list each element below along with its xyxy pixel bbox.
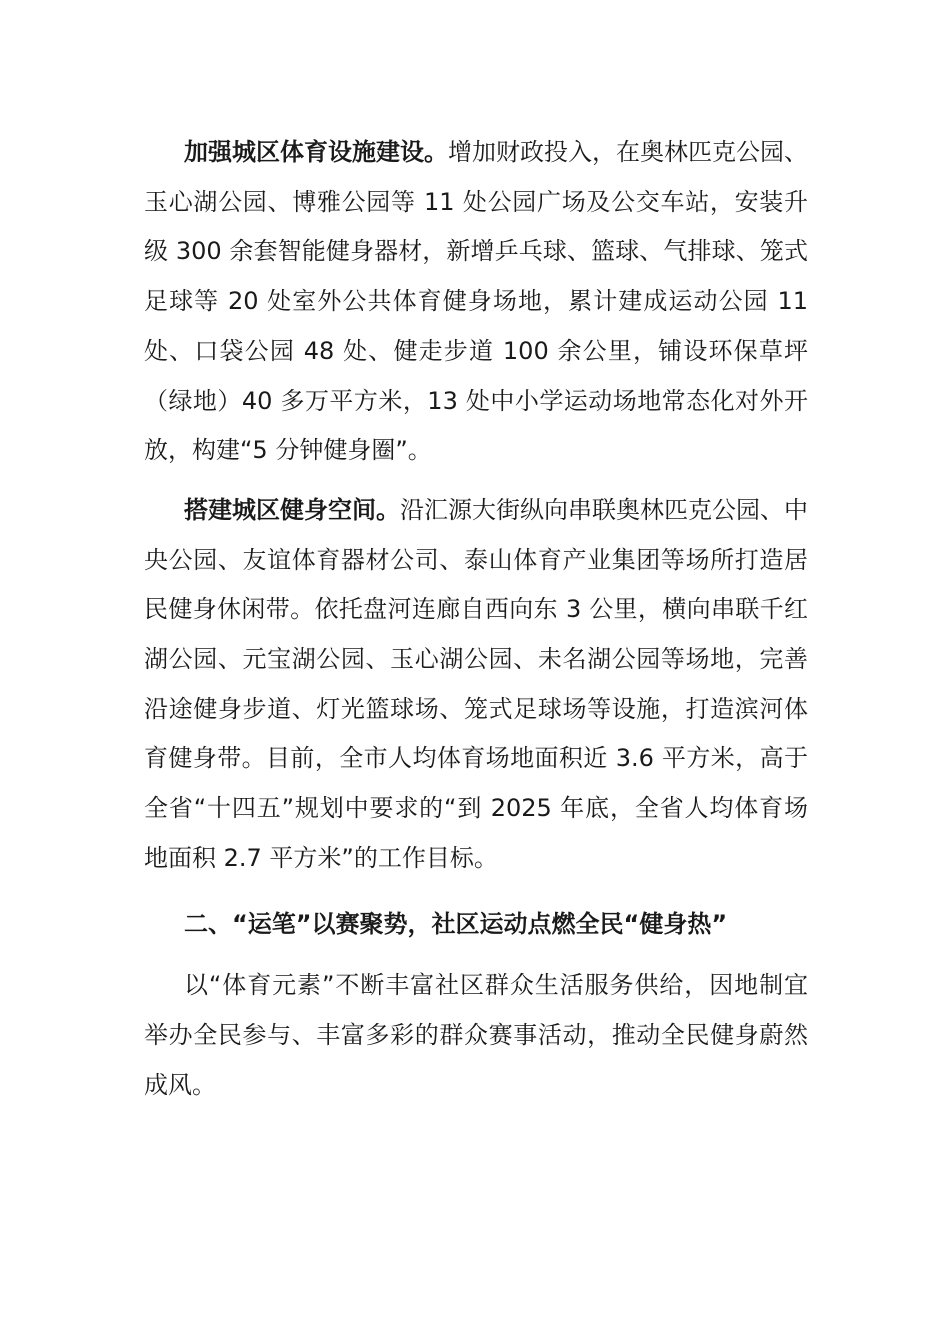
paragraph-lead: 搭建城区健身空间。 <box>184 495 400 524</box>
paragraph-facility-construction <box>144 128 808 476</box>
document-body <box>144 128 808 1120</box>
paragraph-lead: 加强城区体育设施建设。 <box>184 138 448 166</box>
section-heading: 二、“运笔”以赛聚势，社区运动点燃全民“健身热” <box>184 909 728 938</box>
paragraph-text: 沿汇源大街纵向串联奥林匹克公园、中央公园、友谊体育器材公司、泰山体育产业集团等场所打造居民健身休闲带。依托盘河连廊自西向东 3 公里，横向串联千红湖公园、元宝湖公园、玉心湖公园、未名湖公园等场地，完善沿途健身步道、灯光篮球场、笼式足球场等设施，打造滨河体育健身带。目前，全市人均体育场地面积近 3.6 平方米，高于全省“十四五”规划中要求的“到 2025 年底，全省人均体育场地面积 2.7 平方米”的工作目标。 <box>144 495 808 872</box>
paragraph-text: 增加财政投入，在奥林匹克公园、玉心湖公园、博雅公园等 11 处公园广场及公交车站，安装升级 300 余套智能健身器材，新增乒乓球、篮球、气排球、笼式足球等 20 处室外公共体育健身场地，累计建成运动公园 11 处、口袋公园 48 处、健走步道 100 余公里，铺设环保草坪（绿地）40 多万平方米，13 处中小学运动场地常态化对外开放，构建“5 分钟健身圈”。 <box>144 138 808 465</box>
paragraph-fitness-space <box>144 486 808 884</box>
paragraph-community-events: 以“体育元素”不断丰富社区群众生活服务供给，因地制宜举办全民参与、丰富多彩的群众赛事活动，推动全民健身蔚然成风。 <box>144 971 808 1099</box>
